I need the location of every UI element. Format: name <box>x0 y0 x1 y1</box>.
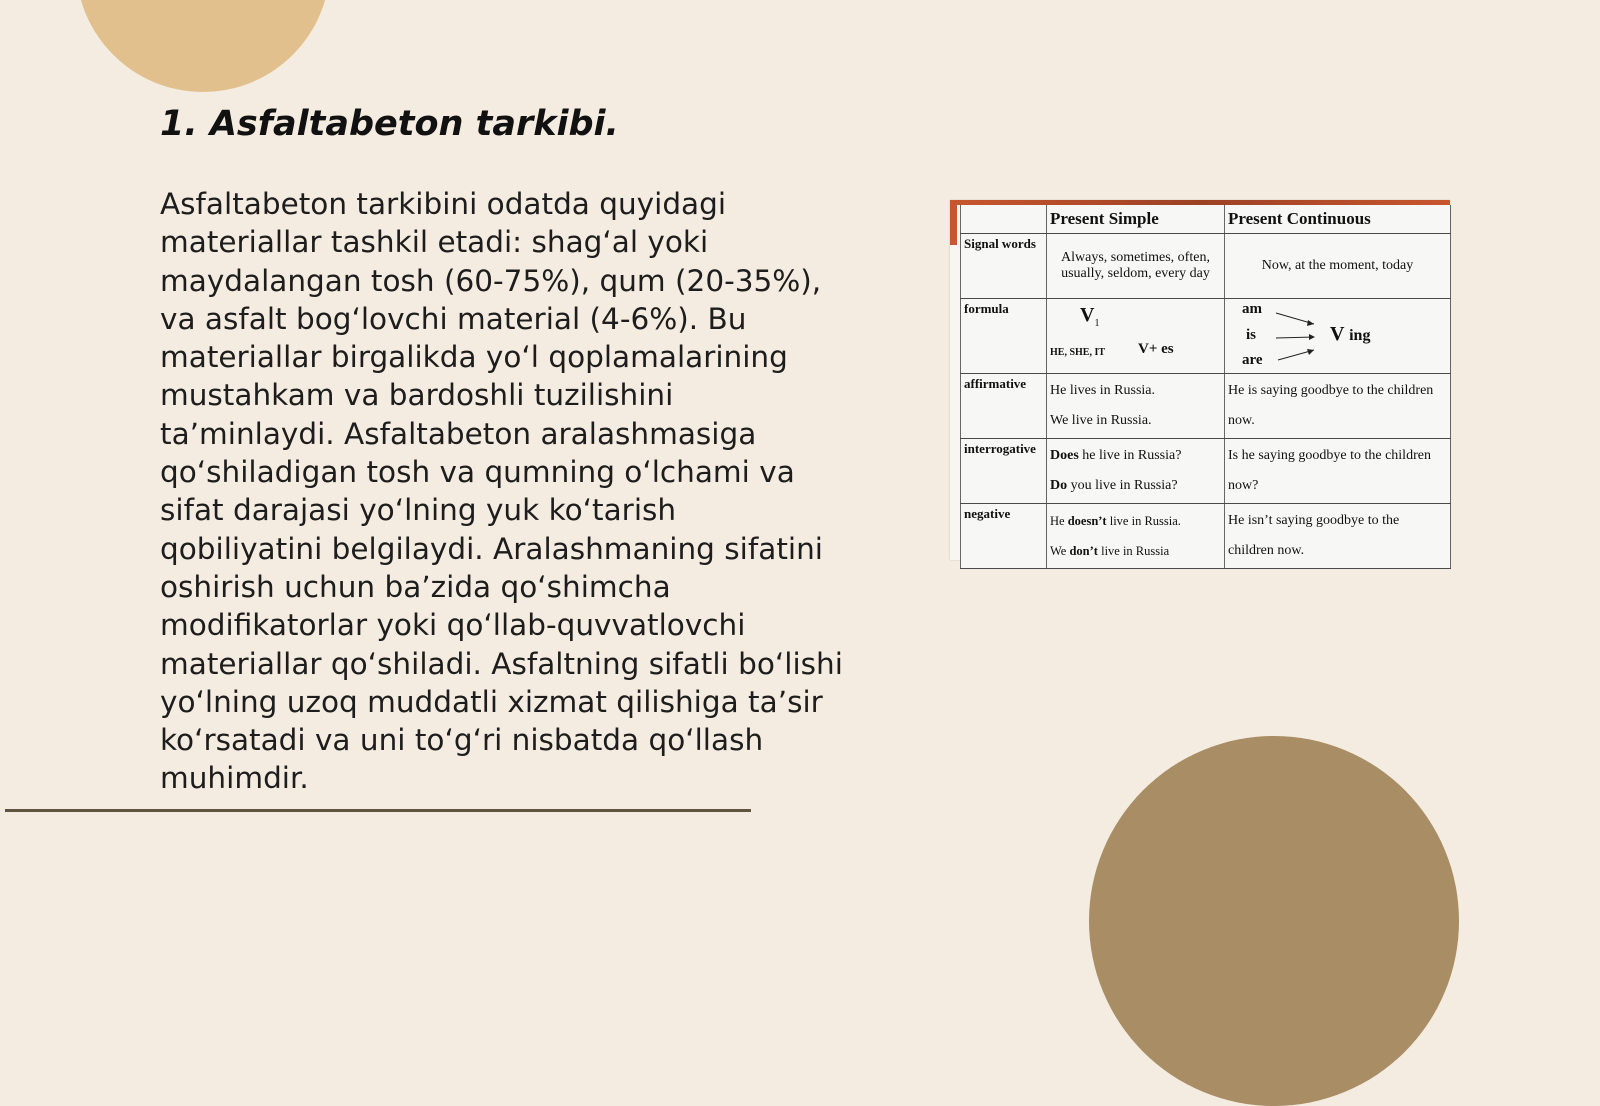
negative-simple: He doesn’t live in Russia. We don’t live in Russia <box>1047 503 1225 568</box>
label-affirmative: affirmative <box>961 373 1047 438</box>
slide-body-text: Asfaltabeton tarkibini odatda quyidagi materiallar tashkil etadi: shag‘al yoki maydalangan tosh (60-75%), qum (20-35%), va asfalt bog‘lovchi material (4-6%). Bu materiallar birgalikda yo‘l qoplamalarining mustahkam va bardoshli tuzilishini ta’minlaydi. Asfaltabeton aralashmasiga qo‘shiladigan tosh va qumning o‘lchami va sifat darajasi yo‘lning yuk ko‘tarish qobiliyatini belgilaydi. Aralashmaning sifatini oshirish uchun ba’zida qo‘shimcha modifikatorlar yoki qo‘llab-quvvatlovchi materiallar qo‘shiladi. Asfaltning sifatli bo‘lishi yo‘lning uzoq muddatli xizmat qilishiga ta’sir ko‘rsatadi va uni to‘g‘ri nisbatda qo‘llash muhimdir. <box>160 187 843 796</box>
formula-v-es: V+ es <box>1138 340 1174 357</box>
interrogative-simple: Does he live in Russia? Do you live in Russia? <box>1047 438 1225 503</box>
row-negative <box>961 503 1451 568</box>
header-present-simple: Present Simple <box>1047 205 1225 233</box>
formula-arrows-icon <box>1272 307 1332 367</box>
formula-simple <box>1047 298 1225 373</box>
label-formula: formula <box>961 298 1047 373</box>
row-interrogative <box>961 438 1451 503</box>
negative-continuous: He isn’t saying goodbye to the children now. <box>1225 503 1451 568</box>
label-signal-words: Signal words <box>961 233 1047 298</box>
label-interrogative: interrogative <box>961 438 1047 503</box>
label-negative: negative <box>961 503 1047 568</box>
formula-v1: $V_1$ <box>1080 303 1100 329</box>
formula-is: is <box>1246 326 1257 343</box>
formula-continuous <box>1225 298 1451 373</box>
row-signal-words <box>961 233 1451 298</box>
row-formula <box>961 298 1451 373</box>
table-accent-left <box>950 200 957 245</box>
decorative-circle-bottom <box>1089 736 1459 1106</box>
affirmative-simple: He lives in Russia. We live in Russia. <box>1047 373 1225 438</box>
decorative-circle-top <box>76 0 330 92</box>
formula-am: am <box>1242 300 1262 317</box>
slide-title: 1. Asfaltabeton tarkibi. <box>160 104 619 144</box>
formula-are: are <box>1242 351 1263 368</box>
signal-continuous: Now, at the moment, today <box>1225 233 1451 298</box>
header-empty <box>961 205 1047 233</box>
grammar-table-image <box>950 200 1450 560</box>
row-affirmative <box>961 373 1451 438</box>
divider-line <box>5 809 751 812</box>
affirmative-continuous: He is saying goodbye to the children now. <box>1225 373 1451 438</box>
interrogative-continuous: Is he saying goodbye to the children now? <box>1225 438 1451 503</box>
header-present-continuous: Present Continuous <box>1225 205 1451 233</box>
signal-simple: Always, sometimes, often, usually, seldom, every day <box>1047 233 1225 298</box>
formula-he-she-it: HE, SHE, IT <box>1050 346 1106 358</box>
table-header-row <box>961 205 1451 233</box>
formula-v-ing: V ing <box>1330 322 1371 345</box>
grammar-table <box>960 205 1451 569</box>
